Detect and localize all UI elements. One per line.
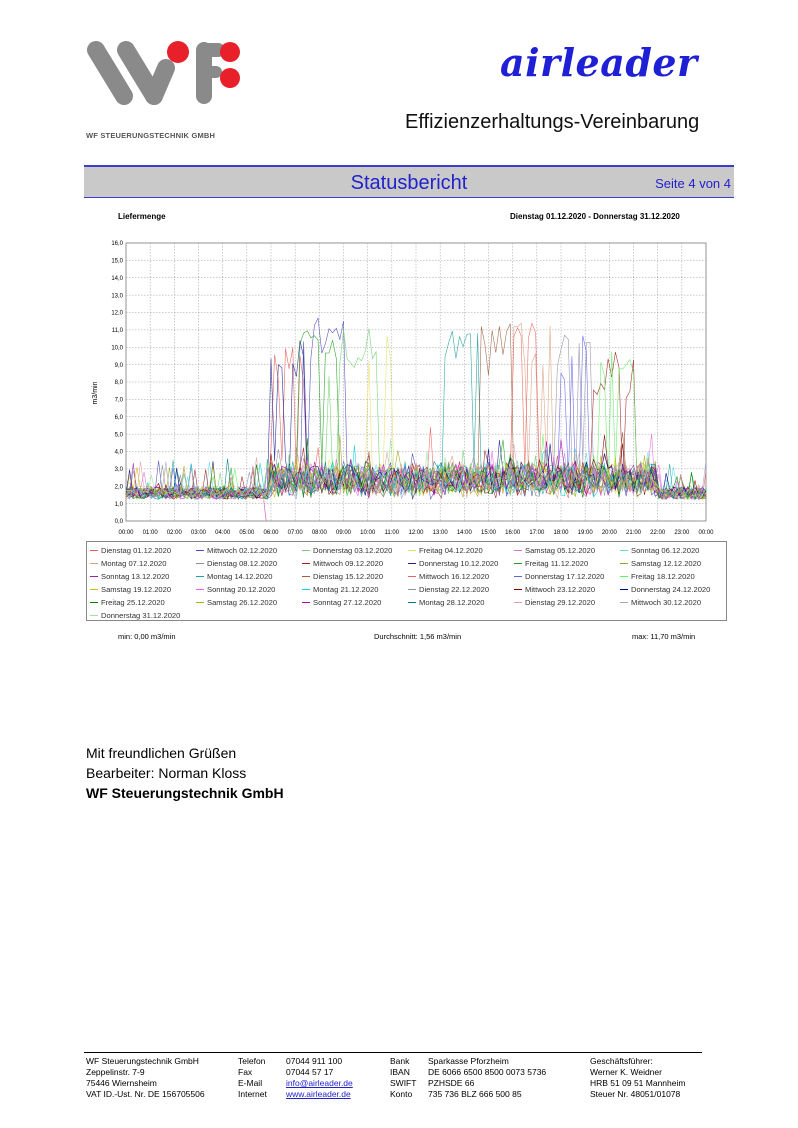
legend-item [514,559,588,568]
value-swift: PZHSDE 66 [428,1078,475,1088]
legend-item [514,585,595,594]
value-fax: 07044 57 17 [286,1067,334,1077]
liefermenge-chart [86,233,726,543]
legend-label: Mittwoch 09.12.2020 [313,559,384,568]
label-managing-director: Geschäftsführer: [590,1056,653,1066]
y-tick-label: 7,0 [114,397,123,404]
legend-swatch [620,589,628,590]
legend-label: Montag 28.12.2020 [419,598,485,607]
legend-label: Montag 14.12.2020 [207,572,273,581]
register-number: HRB 51 09 51 Mannheim [590,1078,686,1088]
x-tick-label: 09:00 [335,530,352,536]
y-tick-label: 14,0 [111,275,123,282]
footer-bank-labels [390,1056,416,1100]
legend-label: Donnerstag 03.12.2020 [313,546,393,555]
x-tick-label: 05:00 [239,530,255,536]
legend-swatch [408,602,416,603]
legend-label: Sonntag 27.12.2020 [313,598,382,607]
footer-management [590,1056,685,1100]
legend-item [196,546,277,555]
x-tick-label: 00:00 [698,530,714,536]
legend-item [620,598,701,607]
legend-swatch [514,602,522,603]
legend-swatch [302,550,310,551]
y-tick-label: 13,0 [111,293,123,300]
footer-address [86,1056,205,1100]
legend-label: Sonntag 13.12.2020 [101,572,170,581]
legend-item [620,585,710,594]
legend-item [408,598,484,607]
chart-date-range: Dienstag 01.12.2020 - Donnerstag 31.12.2020 [510,212,680,221]
x-tick-label: 07:00 [287,530,303,536]
legend-label: Donnerstag 10.12.2020 [419,559,499,568]
legend-swatch [196,576,204,577]
legend-label: Mittwoch 23.12.2020 [525,585,596,594]
legend-swatch [408,589,416,590]
legend-item [90,559,166,568]
x-tick-label: 23:00 [674,530,690,536]
legend-label: Freitag 11.12.2020 [525,559,589,568]
legend-label: Montag 21.12.2020 [313,585,379,594]
x-tick-label: 20:00 [601,530,617,536]
legend-label: Mittwoch 30.12.2020 [631,598,702,607]
x-tick-label: 21:00 [625,530,642,536]
y-tick-label: 12,0 [111,310,123,317]
legend-swatch [90,589,98,590]
closing-block [86,743,284,803]
legend-swatch [90,563,98,564]
legend-item [302,572,383,581]
legend-label: Sonntag 06.12.2020 [631,546,700,555]
footer-bank-values [428,1056,546,1100]
legend-label: Montag 07.12.2020 [101,559,167,568]
chart-title: Liefermenge [118,212,166,221]
legend-item [408,585,489,594]
x-tick-label: 11:00 [384,530,400,536]
legend-item [514,546,595,555]
x-tick-label: 18:00 [553,530,569,536]
x-tick-label: 02:00 [166,530,182,536]
closing-company: WF Steuerungstechnik GmbH [86,785,284,801]
legend-label: Samstag 26.12.2020 [207,598,278,607]
value-iban: DE 6066 6500 8500 0073 5736 [428,1067,547,1077]
value-konto: 735 736 BLZ 666 500 85 [428,1089,522,1099]
label-fax: Fax [238,1067,253,1077]
legend-swatch [90,550,98,551]
x-tick-label: 03:00 [190,530,207,536]
y-tick-label: 0,0 [114,519,123,526]
x-tick-label: 13:00 [432,530,448,536]
status-bar [84,165,734,198]
legend-item [302,598,381,607]
legend-label: Freitag 04.12.2020 [419,546,483,555]
legend-swatch [196,589,204,590]
legend-item [196,585,275,594]
page-indicator: Seite 4 von 4 [655,176,731,191]
label-internet: Internet [238,1089,267,1099]
legend-swatch [196,602,204,603]
legend-swatch [514,550,522,551]
y-tick-label: 10,0 [111,345,123,352]
legend-item [408,559,498,568]
legend-item [514,598,595,607]
footer-vat: VAT ID.-Ust. Nr. DE 156705506 [86,1089,205,1099]
legend-swatch [514,589,522,590]
y-tick-label: 15,0 [111,258,123,265]
x-tick-label: 04:00 [215,530,231,536]
x-tick-label: 00:00 [118,530,134,536]
legend-item [90,611,180,620]
legend-swatch [90,602,98,603]
x-tick-label: 16:00 [505,530,521,536]
greeting: Mit freundlichen Grüßen [86,745,237,761]
legend-swatch [302,589,310,590]
x-tick-label: 19:00 [577,530,593,536]
legend-swatch [408,576,416,577]
legend-swatch [408,563,416,564]
y-tick-label: 8,0 [114,380,123,387]
x-tick-label: 14:00 [456,530,472,536]
legend-swatch [620,576,628,577]
legend-label: Dienstag 29.12.2020 [525,598,596,607]
y-tick-label: 2,0 [114,484,123,491]
airleader-brand: airleader [500,40,698,85]
y-tick-label: 5,0 [114,432,123,439]
footer-contact-values [286,1056,353,1100]
legend-swatch [196,550,204,551]
legend-swatch [514,576,522,577]
y-axis-label: m3/min [92,381,99,405]
legend-label: Mittwoch 16.12.2020 [419,572,490,581]
legend-item [90,598,165,607]
legend-label: Freitag 25.12.2020 [101,598,165,607]
status-title: Statusbericht [350,172,468,194]
legend-swatch [90,615,98,616]
x-tick-label: 12:00 [408,530,424,536]
legend-label: Dienstag 15.12.2020 [313,572,384,581]
company-logo-text: WF STEUERUNGSTECHNIK GMBH [86,131,216,140]
legend-item [408,546,483,555]
value-bank: Sparkasse Pforzheim [428,1056,509,1066]
legend-label: Dienstag 22.12.2020 [419,585,490,594]
legend-label: Samstag 05.12.2020 [525,546,596,555]
x-tick-label: 17:00 [529,530,545,536]
legend-swatch [620,563,628,564]
tax-number: Steuer Nr. 48051/01078 [590,1089,681,1099]
legend-item [620,559,701,568]
label-swift: SWIFT [390,1078,417,1088]
stat-average: Durchschnitt: 1,56 m3/min [374,632,462,641]
legend-item [408,572,489,581]
footer-company: WF Steuerungstechnik GmbH [86,1056,199,1066]
legend-swatch [514,563,522,564]
legend-item [514,572,604,581]
legend-swatch [196,563,204,564]
x-tick-label: 06:00 [263,530,279,536]
label-telefon: Telefon [238,1056,266,1066]
legend-item [302,546,392,555]
y-tick-label: 4,0 [114,449,123,456]
legend-item [620,572,695,581]
legend-label: Donnerstag 31.12.2020 [101,611,181,620]
y-tick-label: 3,0 [114,467,123,474]
legend-item [302,559,383,568]
legend-swatch [408,550,416,551]
legend-label: Samstag 19.12.2020 [101,585,172,594]
footer-contact-labels [238,1056,267,1100]
chart-legend [86,541,727,621]
x-tick-label: 10:00 [360,530,376,536]
x-tick-label: 15:00 [480,530,497,536]
y-tick-label: 6,0 [114,414,123,421]
legend-item [196,598,277,607]
legend-swatch [302,576,310,577]
legend-item [90,546,171,555]
legend-swatch [302,563,310,564]
legend-item [620,546,699,555]
legend-label: Dienstag 08.12.2020 [207,559,278,568]
y-tick-label: 16,0 [111,241,123,248]
legend-swatch [302,602,310,603]
y-tick-label: 1,0 [114,501,123,508]
legend-item [196,572,272,581]
y-tick-label: 11,0 [111,328,123,335]
legend-label: Mittwoch 02.12.2020 [207,546,278,555]
email-link[interactable]: info@airleader.de [286,1078,353,1088]
website-link[interactable]: www.airleader.de [286,1089,351,1099]
footer-city: 75446 Wiernsheim [86,1078,157,1088]
legend-swatch [620,602,628,603]
legend-item [196,559,277,568]
legend-swatch [90,576,98,577]
footer-street: Zeppelinstr. 7-9 [86,1067,145,1077]
y-tick-label: 9,0 [114,362,123,369]
legend-item [90,572,169,581]
legend-swatch [620,550,628,551]
legend-item [90,585,171,594]
stat-max: max: 11,70 m3/min [632,632,696,641]
managing-director: Werner K. Weidner [590,1067,662,1077]
label-email: E-Mail [238,1078,263,1088]
document-title: Effizienzerhaltungs-Vereinbarung [405,111,700,133]
legend-label: Samstag 12.12.2020 [631,559,702,568]
legend-label: Sonntag 20.12.2020 [207,585,276,594]
wf-logo [84,38,244,108]
label-iban: IBAN [390,1067,410,1077]
x-tick-label: 22:00 [650,530,666,536]
label-bank: Bank [390,1056,410,1066]
legend-item [302,585,378,594]
legend-label: Donnerstag 24.12.2020 [631,585,711,594]
stat-min: min: 0,00 m3/min [118,632,176,641]
legend-label: Dienstag 01.12.2020 [101,546,172,555]
x-tick-label: 01:00 [142,530,158,536]
x-tick-label: 08:00 [311,530,327,536]
value-telefon: 07044 911 100 [286,1056,343,1066]
footer-divider [84,1052,702,1053]
legend-label: Donnerstag 17.12.2020 [525,572,605,581]
editor: Bearbeiter: Norman Kloss [86,765,247,781]
label-konto: Konto [390,1089,413,1099]
legend-label: Freitag 18.12.2020 [631,572,695,581]
